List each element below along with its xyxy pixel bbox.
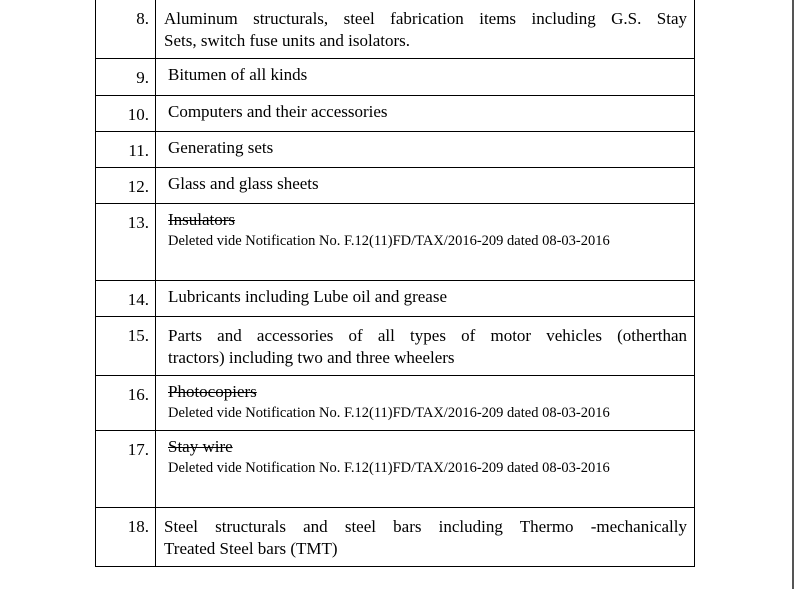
table-row (96, 204, 695, 281)
row-description: Generating sets (156, 132, 695, 168)
row-number: 12. (96, 168, 156, 204)
row-description (156, 508, 695, 567)
table-row (96, 168, 695, 204)
row-description (156, 0, 695, 59)
table-row (96, 59, 695, 96)
row-number: 9. (96, 59, 156, 96)
commodity-table (95, 0, 695, 567)
deletion-note: Deleted vide Notification No. F.12(11)FD/TAX/2016-209 dated 08-03-2016 (168, 233, 610, 249)
row-number: 11. (96, 132, 156, 168)
row-description (156, 204, 695, 281)
description-line: Steel structurals and steel bars including Thermo -mechanically (164, 517, 687, 536)
table-row (96, 431, 695, 508)
table-row (96, 281, 695, 317)
deleted-item-name: Stay wire (168, 437, 233, 456)
table-row (96, 96, 695, 132)
table-row (96, 508, 695, 567)
deleted-item-name: Photocopiers (168, 382, 257, 401)
row-description: Computers and their accessories (156, 96, 695, 132)
row-number: 14. (96, 281, 156, 317)
table-row (96, 376, 695, 431)
row-number: 16. (96, 376, 156, 431)
row-number: 10. (96, 96, 156, 132)
description-line: tractors) including two and three wheelers (168, 348, 455, 367)
row-description: Bitumen of all kinds (156, 59, 695, 96)
description-line: Treated Steel bars (TMT) (164, 539, 338, 558)
deletion-note: Deleted vide Notification No. F.12(11)FD/TAX/2016-209 dated 08-03-2016 (168, 460, 610, 476)
row-description (156, 317, 695, 376)
description-line: Parts and accessories of all types of motor vehicles (otherthan (168, 326, 687, 345)
row-description (156, 376, 695, 431)
row-number: 8. (96, 0, 156, 59)
row-description: Glass and glass sheets (156, 168, 695, 204)
row-number: 17. (96, 431, 156, 508)
deleted-item-name: Insulators (168, 210, 236, 229)
deletion-note: Deleted vide Notification No. F.12(11)FD/TAX/2016-209 dated 08-03-2016 (168, 405, 610, 421)
row-number: 15. (96, 317, 156, 376)
description-line: Sets, switch fuse units and isolators. (164, 31, 411, 50)
description-line: Aluminum structurals, steel fabrication items including G.S. Stay (164, 9, 687, 28)
row-description (156, 431, 695, 508)
table-row (96, 0, 695, 59)
row-number: 13. (96, 204, 156, 281)
row-number: 18. (96, 508, 156, 567)
row-description: Lubricants including Lube oil and grease (156, 281, 695, 317)
table-row (96, 317, 695, 376)
table-row (96, 132, 695, 168)
